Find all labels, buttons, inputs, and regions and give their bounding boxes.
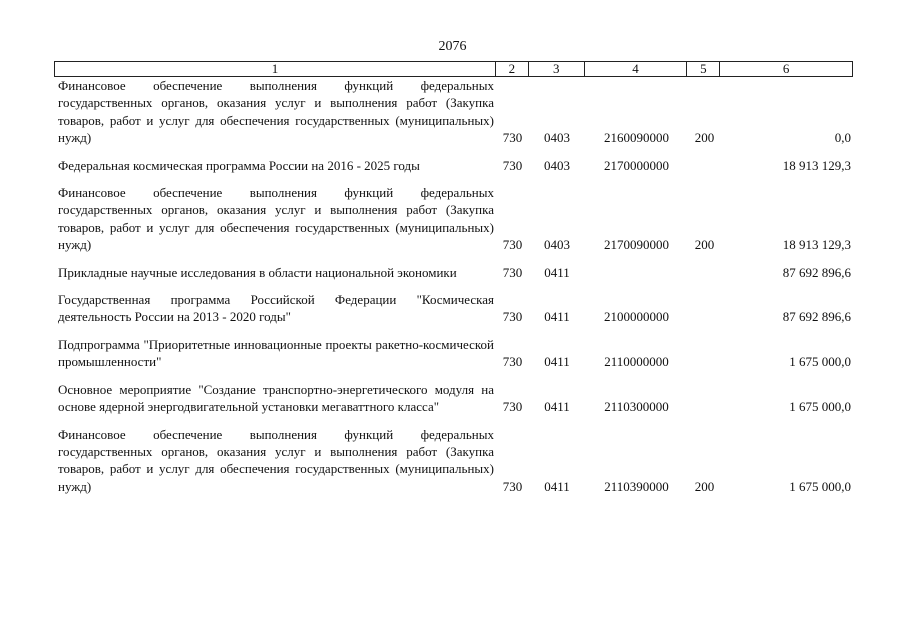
table-row (54, 157, 853, 174)
row-target-code: 2110390000 (604, 478, 669, 494)
row-name: Финансовое обеспечение выполнения функций федеральных государственных органов, оказания услуг и выполнения работ (Закупка товаров, работ и услуг для обеспечения государственных (муниципальных) нужд) (58, 185, 494, 253)
row-target-code: 2110300000 (604, 399, 669, 415)
row-amount: 87 692 896,6 (782, 309, 851, 325)
header-col-6: 6 (782, 61, 790, 76)
table-header (54, 61, 853, 77)
row-target-code: 2160090000 (604, 130, 669, 146)
row-section-code: 0411 (544, 478, 570, 494)
row-ministry-code: 730 (502, 478, 523, 494)
row-name: Федеральная космическая программа России на 2016 - 2025 годы (58, 157, 420, 173)
header-col-2: 2 (496, 62, 529, 76)
row-amount: 1 675 000,0 (789, 478, 851, 494)
row-ministry-code: 730 (502, 130, 523, 146)
header-col-3: 3 (529, 62, 585, 76)
table-row (54, 264, 853, 281)
row-name: Основное мероприятие "Создание транспортно-энергетического модуля на основе ядерной энергодвигательной установки мегаваттного класса" (58, 381, 494, 415)
row-expense-type: 200 (694, 237, 715, 253)
row-section-code: 0411 (544, 354, 570, 370)
row-section-code: 0411 (544, 309, 570, 325)
row-amount: 87 692 896,6 (782, 264, 851, 280)
row-amount: 1 675 000,0 (789, 354, 851, 370)
row-name: Финансовое обеспечение выполнения функций федеральных государственных органов, оказания услуг и выполнения работ (Закупка товаров, работ и услуг для обеспечения государственных (муниципальных) нужд) (58, 78, 494, 146)
row-target-code: 2100000000 (604, 309, 669, 325)
row-amount: 1 675 000,0 (789, 399, 851, 415)
row-ministry-code: 730 (502, 157, 523, 173)
header-col-5: 5 (687, 62, 720, 76)
table-row (54, 426, 853, 496)
row-target-code: 2110000000 (604, 354, 669, 370)
row-target-code: 2170000000 (604, 157, 669, 173)
row-name: Государственная программа Российской Федерации "Космическая деятельность России на 2013 - 2020 годы" (58, 292, 494, 325)
table-row (54, 291, 853, 326)
row-ministry-code: 730 (502, 237, 523, 253)
row-amount: 0,0 (834, 130, 851, 146)
row-section-code: 0411 (544, 399, 570, 415)
row-section-code: 0403 (544, 237, 570, 253)
row-name: Прикладные научные исследования в области национальной экономики (58, 264, 457, 280)
row-expense-type: 200 (694, 478, 715, 494)
row-target-code: 2170090000 (604, 237, 669, 253)
row-name: Подпрограмма "Приоритетные инновационные проекты ракетно-космической промышленности" (58, 336, 494, 370)
row-ministry-code: 730 (502, 264, 523, 280)
row-expense-type: 200 (694, 130, 715, 146)
page-number: 2076 (438, 39, 467, 54)
table-row (54, 77, 853, 147)
budget-table (54, 61, 853, 495)
row-ministry-code: 730 (502, 309, 523, 325)
row-amount: 18 913 129,3 (782, 237, 851, 253)
table-row (54, 184, 853, 254)
row-section-code: 0403 (544, 130, 570, 146)
table-body (54, 77, 853, 495)
header-col-4: 4 (585, 62, 688, 76)
row-ministry-code: 730 (502, 399, 523, 415)
table-row (54, 336, 853, 371)
row-section-code: 0403 (544, 157, 570, 173)
header-col-1: 1 (55, 62, 496, 76)
row-ministry-code: 730 (502, 354, 523, 370)
table-row (54, 381, 853, 416)
row-name: Финансовое обеспечение выполнения функций федеральных государственных органов, оказания услуг и выполнения работ (Закупка товаров, работ и услуг для обеспечения государственных (муниципальных) нужд) (58, 426, 494, 494)
row-amount: 18 913 129,3 (782, 157, 851, 173)
row-section-code: 0411 (544, 264, 570, 280)
